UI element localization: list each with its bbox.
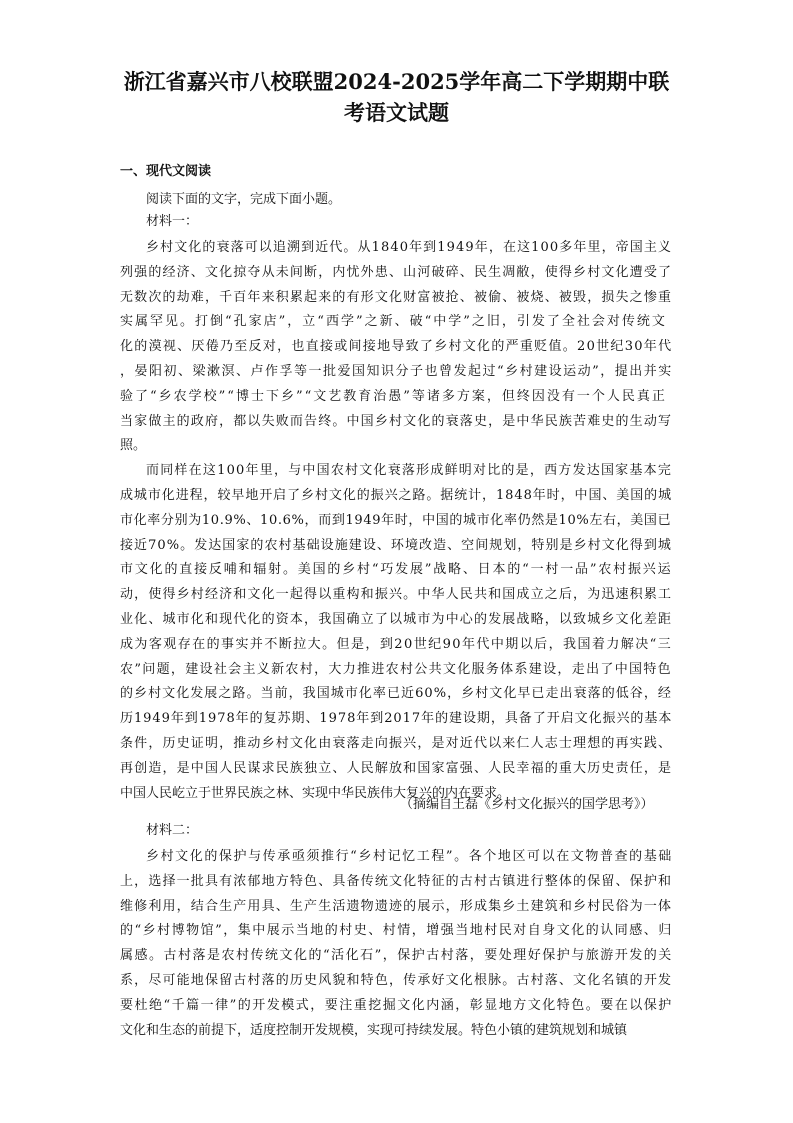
paragraph-line: 文化和生态的前提下，适度控制开发规模，实现可持续发展。特色小镇的建筑规划和城镇: [120, 1022, 628, 1038]
paragraph-line: 条件，历史证明，推动乡村文化由衰落走向振兴，是对近代以来仁人志士理想的再实践、: [120, 736, 673, 751]
paragraph-line: 化的漠视、厌倦乃至反对，也直接或间接地导致了乡村文化的严重贬值。20世纪30年代: [120, 339, 673, 355]
paragraph-line: 成城市化进程，较早地开启了乡村文化的振兴之路。据统计，1848年时，中国、美国的城: [120, 488, 673, 503]
paragraph-line: 市文化的直接反哺和辐射。美国的乡村“巧发展”战略、日本的“一村一品”农村振兴运: [120, 562, 673, 578]
paragraph-line: 要杜绝“千篇一律”的开发模式，要注重挖掘文化内涵，彰显地方文化特色。要在以保护: [120, 997, 673, 1013]
paragraph-line: 业化、城市化和现代化的资本，我国确立了以城市为中心的发展战略，以致城乡文化差距: [120, 612, 673, 627]
paragraph-line: 上，选择一批具有浓郁地方特色、具备传统文化特征的古村古镇进行整体的保留、保护和: [120, 873, 673, 889]
material-one-citation: （摘编自王磊《乡村文化振兴的国学思考》）: [400, 797, 654, 812]
paragraph-line: 系，尽可能地保留古村落的历史风貌和特色，传承好文化根脉。古村落、文化名镇的开发: [120, 973, 673, 988]
paragraph-line: 乡村文化的保护与传承亟须推行“乡村记忆工程”。各个地区可以在文物普查的基础: [146, 849, 673, 864]
paragraph-line: 乡村文化的衰落可以追溯到近代。从1840年到1949年，在这100多年里，帝国主义: [146, 240, 673, 255]
paragraph-line: 中国人民屹立于世界民族之林、实现中华民族伟大复兴的内在要求。: [120, 785, 511, 801]
paragraph-line: 历1949年到1978年的复苏期、1978年到2017年的建设期，具备了开启文化振兴的基本: [120, 711, 673, 727]
paragraph-line: 验了“乡农学校”“博士下乡”“文艺教育治愚”等诸多方案，但终因没有一个人民真正: [120, 388, 667, 404]
title-line-2: 考语文试题: [344, 100, 449, 125]
paragraph-line: 再创造，是中国人民谋求民族独立、人民解放和国家富强、人民幸福的重大历史责任，是: [120, 760, 673, 776]
paragraph-line: 市化率分别为10.9%、10.6%，而到1949年时，中国的城市化率仍然是10%左右，美国已: [120, 512, 672, 528]
paragraph-line: 农”问题，建设社会主义新农村，大力推进农村公共文化服务体系建设，走出了中国特色: [120, 661, 672, 677]
paragraph-line: 动，使得乡村经济和文化一起得以重构和振兴。中华人民共和国成立之后，为迅速积累工: [120, 587, 673, 603]
paragraph-line: 的“乡村博物馆”，集中展示当地的村史、村情，增强当地村民对自身文化的认同感、归: [120, 923, 673, 939]
paragraph-line: 成为客观存在的事实并不断拉大。但是，到20世纪90年代中期以后，我国着力解决“三: [120, 636, 673, 652]
title-line-1: 浙江省嘉兴市八校联盟2024-2025学年高二下学期期中联: [123, 69, 670, 94]
paragraph-line: 维修利用，结合生产用具、生产生活遗物遗迹的展示，形成集乡土建筑和乡村民俗为一体: [120, 898, 673, 914]
paragraph-line: 而同样在这100年里，与中国农村文化衰落形成鲜明对比的是，西方发达国家基本完: [146, 463, 673, 479]
paragraph-line: 照。: [120, 438, 147, 454]
material-one-label: 材料一：: [146, 214, 199, 229]
paragraph-line: 接近70%。发达国家的农村基础设施建设、环境改造、空间规划，特别是乡村文化得到城: [120, 537, 672, 553]
material-two-label: 材料二：: [146, 823, 199, 838]
paragraph-line: 列强的经济、文化掠夺从未间断，内忧外患、山河破碎、民生凋敝，使得乡村文化遭受了: [120, 264, 673, 280]
page-title: [60, 66, 733, 128]
paragraph-line: 当家做主的政府，都以失败而告终。中国乡村文化的衰落史，是中华民族苦难史的生动写: [120, 413, 673, 429]
paragraph-line: 实属罕见。打倒“孔家店”，立“西学”之新、破“中学”之旧，引发了全社会对传统文: [120, 314, 667, 330]
paragraph-line: 属感。古村落是农村传统文化的“活化石”，保护古村落，要处理好保护与旅游开发的关: [120, 948, 673, 964]
paragraph-line: 的乡村文化发展之路。当前，我国城市化率已近60%，乡村文化早已走出衰落的低谷，经: [120, 686, 672, 702]
paragraph-line: ，晏阳初、梁漱溟、卢作孚等一批爱国知识分子也曾发起过“乡村建设运动”，提出并实: [120, 364, 673, 379]
reading-instruction: 阅读下面的文字，完成下面小题。: [146, 192, 342, 207]
paragraph-line: 无数次的劫难，千百年来积累起来的有形文化财富被抢、被偷、被烧、被毁，损失之惨重: [120, 289, 673, 305]
section-heading: 一、现代文阅读: [120, 164, 212, 179]
